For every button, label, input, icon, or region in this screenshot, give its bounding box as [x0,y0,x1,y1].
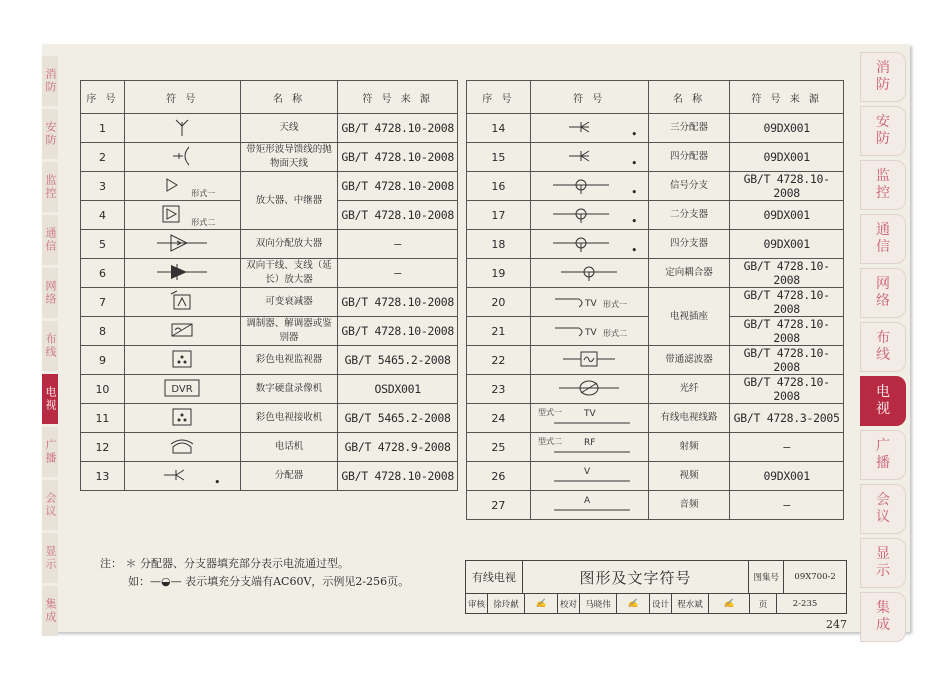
symbol-source: GB/T 4728.3-2005 [730,404,844,433]
table-row [81,172,458,201]
svg-text:型式二: 型式二 [538,436,563,446]
right-tab-5[interactable]: 布 线 [860,322,906,372]
symbol-source: GB/T 4728.10-2008 [730,172,844,201]
table-row [467,114,844,143]
symbol-name: 定向耦合器 [648,259,730,288]
symbol-source: – [338,259,458,288]
right-tab-10[interactable]: 集 成 [860,592,906,642]
tap-icon [530,172,648,201]
row-number: 13 [81,462,125,491]
table-row [467,404,844,433]
symbol-source: GB/T 4728.10-2008 [338,288,458,317]
symbol-name: 数字硬盘录像机 [240,375,338,404]
symbol-name: 双向分配放大器 [240,230,338,259]
col-header-symbol: 符 号 [530,81,648,114]
line-icon [530,491,648,520]
checker-signature: ✍ [617,594,650,613]
row-number: 14 [467,114,531,143]
row-number: 25 [467,433,531,462]
page-ref: 2-235 [792,598,818,609]
symbol-name: 电话机 [240,433,338,462]
fill-mark: • [630,214,638,228]
splitter-icon [124,462,240,491]
symbol-source: – [730,491,844,520]
page-label: 页 [750,594,777,613]
fill-mark: • [630,156,638,170]
symbol-source: GB/T 4728.10-2008 [730,259,844,288]
row-number: 24 [467,404,531,433]
symbol-source: GB/T 5465.2-2008 [338,346,458,375]
symbol-name: 放大器、中继器 [240,172,338,230]
table-row [467,346,844,375]
atlas-label: 图集号 [749,561,784,593]
symbol-source: GB/T 4728.10-2008 [338,317,458,346]
symbol-table-right [466,80,844,520]
designer-name: 程水斌 [672,594,709,613]
line-icon [530,404,648,433]
right-tab-2[interactable]: 监 控 [860,160,906,210]
design-label: 设计 [650,594,672,613]
table-row [81,433,458,462]
row-number: 2 [81,143,125,172]
svg-text:TV: TV [585,327,597,338]
symbol-name: 音频 [648,491,730,520]
symbol-name: 调制器、解调器或鉴别器 [240,317,338,346]
row-number: 1 [81,114,125,143]
symbol-source: 09DX001 [730,230,844,259]
row-number: 23 [467,375,531,404]
amplifier-icon [124,172,240,201]
check-label: 校对 [558,594,580,613]
tv-outlet-box-icon [530,317,648,346]
table-row [81,346,458,375]
three-way-splitter-icon [530,114,648,143]
right-tab-6[interactable]: 电 视 [860,376,906,426]
row-number: 11 [81,404,125,433]
table-row [467,433,844,462]
title-block [465,560,847,614]
symbol-source: GB/T 4728.10-2008 [730,317,844,346]
left-tab-2[interactable]: 监控 [42,162,58,212]
table-row [467,491,844,520]
directional-coupler-icon [530,259,648,288]
right-tab-0[interactable]: 消 防 [860,52,906,102]
row-number: 5 [81,230,125,259]
symbol-name: 彩色电视接收机 [240,404,338,433]
right-tab-4[interactable]: 网 络 [860,268,906,318]
svg-text:DVR: DVR [171,383,193,395]
table-row [467,259,844,288]
right-tab-8[interactable]: 会 议 [860,484,906,534]
row-number: 18 [467,230,531,259]
svg-text:型式一: 型式一 [538,407,563,417]
table-row [81,143,458,172]
note-line-2: 如：—◒— 表示填充分支端有AC60V，示例见2-256页。 [128,575,410,588]
svg-text:RF: RF [584,437,596,448]
amplifier-box-icon [124,201,240,230]
right-tab-strip [860,52,906,633]
fill-mark: • [630,127,638,141]
table-row [81,317,458,346]
table-row [467,143,844,172]
symbol-source: 09DX001 [730,462,844,491]
svg-text:TV: TV [584,408,596,419]
left-tab-0[interactable]: 消防 [42,56,58,106]
symbol-name: 有线电视线路 [648,404,730,433]
symbol-name: 射频 [648,433,730,462]
table-row [81,114,458,143]
page-number: 247 [826,618,847,631]
symbol-name: 光纤 [648,375,730,404]
symbol-name: 天线 [240,114,338,143]
bidirectional-amplifier-icon [124,230,240,259]
col-header-name: 名 称 [240,81,338,114]
left-tab-4[interactable]: 网络 [42,268,58,318]
two-way-tap-icon [530,201,648,230]
row-number: 10 [81,375,125,404]
line-icon [530,433,648,462]
symbol-source: GB/T 4728.10-2008 [338,114,458,143]
table-row [81,288,458,317]
form-label: 形式一 [191,188,216,198]
row-number: 19 [467,259,531,288]
symbol-name: 分配器 [240,462,338,491]
tv-outlet-icon [530,288,648,317]
row-number: 17 [467,201,531,230]
line-icon [530,462,648,491]
table-row [467,230,844,259]
row-number: 16 [467,172,531,201]
row-number: 21 [467,317,531,346]
svg-text:TV: TV [585,298,597,309]
reviewer-name: 徐玲献 [488,594,525,613]
fill-mark: • [214,475,221,489]
fill-mark: • [630,185,638,199]
left-tab-6[interactable]: 电视 [42,374,58,424]
symbol-name: 带矩形波导馈线的抛物面天线 [240,143,338,172]
row-number: 3 [81,172,125,201]
symbol-source: GB/T 4728.10-2008 [730,288,844,317]
left-tab-1[interactable]: 安防 [42,109,58,159]
title-category: 有线电视 [466,561,523,593]
telephone-icon [124,433,240,462]
row-number: 4 [81,201,125,230]
symbol-source: GB/T 4728.10-2008 [338,143,458,172]
atlas-number: 09X700-2 [794,572,836,582]
symbol-name: 电视插座 [648,288,730,346]
col-header-name: 名 称 [648,81,730,114]
symbol-name: 视频 [648,462,730,491]
symbol-name: 三分配器 [648,114,730,143]
symbol-name: 彩色电视监视器 [240,346,338,375]
symbol-source: – [338,230,458,259]
checker-name: 马晓伟 [580,594,617,613]
reviewer-signature: ✍ [525,594,558,613]
table-row [467,172,844,201]
note-line-1: ＊ 分配器、分支器填充部分表示电流通过型。 [125,557,349,570]
left-tab-strip [42,56,62,624]
col-header-symbol: 符 号 [124,81,240,114]
color-tv-receiver-icon [124,404,240,433]
symbol-name: 可变衰减器 [240,288,338,317]
row-number: 15 [467,143,531,172]
right-tab-9[interactable]: 显 示 [860,538,906,588]
symbol-name: 信号分支 [648,172,730,201]
footnote [100,555,409,591]
row-number: 6 [81,259,125,288]
symbol-source: – [730,433,844,462]
table-row [467,375,844,404]
table-row [467,288,844,317]
row-number: 26 [467,462,531,491]
symbol-name: 带通滤波器 [648,346,730,375]
antenna-icon [124,114,240,143]
left-tab-5[interactable]: 布线 [42,321,58,371]
symbol-source: 09DX001 [730,201,844,230]
right-tab-3[interactable]: 通 信 [860,214,906,264]
symbol-table-left [80,80,458,491]
waveguide-antenna-icon [124,143,240,172]
table-row [81,259,458,288]
symbol-source: GB/T 5465.2-2008 [338,404,458,433]
svg-text:形式一: 形式一 [603,299,628,309]
trunk-amplifier-icon [124,259,240,288]
left-tab-7[interactable]: 广播 [42,427,58,477]
symbol-name: 四分支器 [648,230,730,259]
left-tab-9[interactable]: 显示 [42,533,58,583]
row-number: 8 [81,317,125,346]
table-row [81,375,458,404]
note-label: 注： [100,557,122,570]
table-row [81,462,458,491]
svg-text:形式二: 形式二 [603,328,628,338]
row-number: 27 [467,491,531,520]
symbol-source: GB/T 4728.10-2008 [338,462,458,491]
svg-text:V: V [584,466,591,477]
form-label: 形式二 [191,217,216,227]
table-row [81,230,458,259]
left-tab-8[interactable]: 会议 [42,480,58,530]
col-header-no: 序 号 [467,81,531,114]
four-way-splitter-icon [530,143,648,172]
row-number: 22 [467,346,531,375]
drawing-title: 图形及文字符号 [523,561,749,593]
symbol-source: GB/T 4728.10-2008 [338,172,458,201]
symbol-source: OSDX001 [338,375,458,404]
svg-text:A: A [584,495,591,506]
right-tab-1[interactable]: 安 防 [860,106,906,156]
color-tv-monitor-icon [124,346,240,375]
left-tab-10[interactable]: 集成 [42,586,58,636]
fill-mark: • [630,243,638,257]
row-number: 7 [81,288,125,317]
row-number: 9 [81,346,125,375]
attenuator-icon [124,288,240,317]
dvr-icon [124,375,240,404]
optical-fiber-icon [530,375,648,404]
table-row [467,201,844,230]
symbol-source: 09DX001 [730,114,844,143]
symbol-source: GB/T 4728.10-2008 [338,201,458,230]
table-row [81,404,458,433]
symbol-source: GB/T 4728.10-2008 [730,375,844,404]
designer-signature: ✍ [709,594,750,613]
left-tab-3[interactable]: 通信 [42,215,58,265]
symbol-source: 09DX001 [730,143,844,172]
col-header-source: 符 号 来 源 [338,81,458,114]
right-tab-7[interactable]: 广 播 [860,430,906,480]
symbol-source: GB/T 4728.9-2008 [338,433,458,462]
table-row [467,462,844,491]
col-header-no: 序 号 [81,81,125,114]
col-header-source: 符 号 来 源 [730,81,844,114]
symbol-name: 四分配器 [648,143,730,172]
bandpass-filter-icon [530,346,648,375]
review-label: 审核 [466,594,488,613]
row-number: 20 [467,288,531,317]
four-way-tap-icon [530,230,648,259]
modulator-icon [124,317,240,346]
row-number: 12 [81,433,125,462]
symbol-name: 二分支器 [648,201,730,230]
symbol-source: GB/T 4728.10-2008 [730,346,844,375]
symbol-name: 双向干线、支线（延长）放大器 [240,259,338,288]
